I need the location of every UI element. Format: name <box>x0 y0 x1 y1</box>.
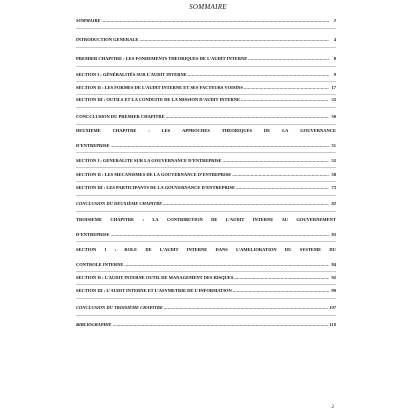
heading-word: DEUXIEME <box>76 128 101 133</box>
toc-entry-text: SECTION I : GÉNÉRALITÉS SUR L’AUDIT INTERNE <box>76 72 187 77</box>
toc-entry-introduction[interactable] <box>76 37 336 43</box>
toc-entry-ch2-section-1[interactable] <box>76 158 336 164</box>
heading-word: INTERNE <box>252 217 274 222</box>
toc-entry-page: 58 <box>331 172 336 177</box>
heading-word: GOUVERNANCE <box>300 128 336 133</box>
heading-word: DE <box>263 128 271 133</box>
toc-entry-text: SECTION III : OUTILS ET LA CONDUITE DE LA MISSION D’AUDIT INTERNE <box>76 97 241 102</box>
toc-entry-page: 84 <box>331 262 336 267</box>
toc-entry-ch2-conclusion[interactable] <box>76 201 336 207</box>
toc-entry-ch3-conclusion[interactable] <box>76 305 336 311</box>
toc-entry-text: SECTION II : LES MECANISMES DE LA GOUVERNANCE D’ENTREPRISE <box>76 172 232 177</box>
heading-word: CHAPITRE <box>110 217 135 222</box>
toc-entry-ch2-section-3[interactable] <box>76 185 336 191</box>
heading-word: L’AUDIT <box>159 247 179 252</box>
toc-entry-text: CONCLUSION DU DEUXIÈME CHAPITRE <box>76 201 163 206</box>
toc-leader <box>234 275 329 281</box>
heading-word: CHAPITRE <box>112 128 137 133</box>
divider <box>76 167 336 168</box>
heading-word: : <box>114 247 117 252</box>
heading-word: : <box>148 128 150 133</box>
heading-word: CONTRIBUTION <box>166 217 203 222</box>
toc-entry-page: 73 <box>331 185 336 190</box>
toc-entry-ch1-section-1[interactable] <box>76 72 336 78</box>
divider <box>76 298 336 299</box>
heading-word: INTERNE <box>186 247 208 252</box>
toc-entry-page: 17 <box>331 85 336 90</box>
divider <box>76 195 336 196</box>
toc-leader <box>241 97 329 103</box>
toc-entry-page: 99 <box>331 288 336 293</box>
toc-entry-page: 4 <box>333 37 336 42</box>
toc-entry-text-line1 <box>76 128 336 134</box>
toc-leader <box>111 232 329 238</box>
toc-entry-text: PREMIER CHAPITRE : LES FONDEMENTS THEORIQUES DE L’AUDIT INTERNE <box>76 56 248 61</box>
divider <box>76 28 336 29</box>
toc-entry-text: BIBLIOGRAPHIE <box>76 322 112 327</box>
toc-leader <box>166 114 329 120</box>
toc-entry-text: SECTION II : L’AUDIT INTERNE OUTIL DE MANAGEMENT DES RISQUES <box>76 275 234 280</box>
toc-entry-page: 33 <box>331 97 336 102</box>
toc-leader <box>188 72 329 78</box>
toc-entry-text-line2: D’ENTREPRISE <box>76 143 110 148</box>
heading-word: SECTION <box>76 247 97 252</box>
toc-leader <box>223 158 329 164</box>
toc-entry-ch1-section-3[interactable] <box>76 97 336 103</box>
divider <box>76 284 336 285</box>
heading-word: AU <box>281 217 289 222</box>
heading-word: DANS <box>215 247 228 252</box>
toc-entry-ch3-section-1-continued[interactable] <box>76 262 336 268</box>
toc-leader <box>111 143 329 149</box>
divider <box>76 315 336 316</box>
toc-entry-sommaire[interactable] <box>76 18 336 24</box>
toc-leader <box>164 305 328 311</box>
divider <box>76 211 336 212</box>
divider <box>76 66 336 67</box>
toc-entry-text: SECTION III : L’AUDIT INTERNE ET L’ASYMETRIE DE L’INFORMATION <box>76 288 232 293</box>
toc-leader <box>102 18 329 24</box>
heading-word: APPROCHES <box>182 128 210 133</box>
toc-entry-page: 52 <box>331 158 336 163</box>
toc-entry-chapter-2-continued[interactable] <box>76 143 336 149</box>
toc-entry-text-line2: D’ENTREPRISE <box>76 232 110 237</box>
toc-entry-page: 9 <box>333 72 336 77</box>
divider <box>76 124 336 125</box>
toc-entry-text-line2: CONTROLE INTERNE <box>76 262 124 267</box>
page-number: 2 <box>331 405 334 410</box>
toc-entry-ch2-section-2[interactable] <box>76 172 336 178</box>
heading-word: : <box>142 217 144 222</box>
heading-word: LES <box>161 128 171 133</box>
toc-leader <box>232 172 329 178</box>
toc-entry-ch3-section-1[interactable] <box>76 247 336 253</box>
toc-entry-ch3-section-3[interactable] <box>76 288 336 294</box>
toc-leader <box>124 262 329 268</box>
toc-entry-text: SECTION III : LES PARTICIPANTS DE LA GOUVERNANCE D’ENTREPRISE <box>76 185 235 190</box>
divider <box>76 271 336 272</box>
divider <box>76 107 336 108</box>
toc-entry-ch1-section-2[interactable] <box>76 85 336 91</box>
divider <box>76 94 336 95</box>
toc-entry-text: CONCLUSION DU TROISIÈME CHAPITRE <box>76 305 163 310</box>
toc-entry-ch1-conclusion[interactable] <box>76 114 336 120</box>
toc-entry-text: INTRODUCTION GENERALE <box>76 37 139 42</box>
heading-word: LA <box>282 128 289 133</box>
heading-word: DU <box>284 247 292 252</box>
toc-entry-text-line1 <box>76 247 336 253</box>
heading-word: TROISIEME <box>76 217 103 222</box>
toc-entry-chapter-1[interactable] <box>76 56 336 62</box>
heading-word: DE <box>145 247 152 252</box>
toc-entry-page: 8 <box>333 56 336 61</box>
heading-word: ROLE <box>124 247 138 252</box>
divider <box>76 47 336 48</box>
heading-word: LA <box>152 217 159 222</box>
heading-word: L’AUDIT <box>225 217 245 222</box>
toc-leader <box>244 85 329 91</box>
heading-word: L’AMELIORATION <box>236 247 277 252</box>
toc-entry-page: 83 <box>331 232 336 237</box>
heading-word: DE <box>211 217 218 222</box>
toc-leader <box>236 185 329 191</box>
toc-entry-page: 110 <box>329 322 336 327</box>
divider <box>76 241 336 242</box>
divider <box>76 181 336 182</box>
toc-entry-page: 107 <box>329 305 336 310</box>
heading-word: I <box>104 247 107 252</box>
toc-entry-text: SECTION I : GENERALITE SUR LA GOUVERNANCE D’ENTREPRISE <box>76 158 222 163</box>
toc-entry-chapter-2[interactable] <box>76 128 336 134</box>
heading-word: SYSTEME <box>299 247 322 252</box>
toc-leader <box>248 56 329 62</box>
page-title: SOMMAIRE <box>189 3 227 11</box>
toc-entry-page: 51 <box>331 143 336 148</box>
toc-entry-text: SECTION II : LES FORMES DE L’AUDIT INTERNE ET SES FACTEURS VOISINS <box>76 85 243 90</box>
toc-entry-ch3-section-2[interactable] <box>76 275 336 281</box>
toc-entry-text: CONCCLUSION DU PREMIER CHAPITRE <box>76 114 165 119</box>
toc-entry-text: SOMMAIRE <box>76 18 101 23</box>
toc-leader <box>163 201 329 207</box>
divider <box>76 81 336 82</box>
toc-entry-page: 82 <box>331 201 336 206</box>
heading-word: THEORIQUES <box>221 128 253 133</box>
toc-entry-page: 92 <box>331 275 336 280</box>
toc-entry-chapter-3[interactable] <box>76 217 336 223</box>
divider <box>76 152 336 153</box>
toc-leader <box>113 322 329 328</box>
toc-entry-text-line1 <box>76 217 336 223</box>
toc-leader <box>139 37 329 43</box>
heading-word: GOUVERNEMENT <box>296 217 336 222</box>
toc-entry-page: 50 <box>331 114 336 119</box>
toc-entry-chapter-3-continued[interactable] <box>76 232 336 238</box>
toc-leader <box>233 288 329 294</box>
heading-word: DU <box>329 247 336 252</box>
toc-entry-page: 2 <box>333 18 336 23</box>
toc-entry-bibliographie[interactable] <box>76 322 336 328</box>
